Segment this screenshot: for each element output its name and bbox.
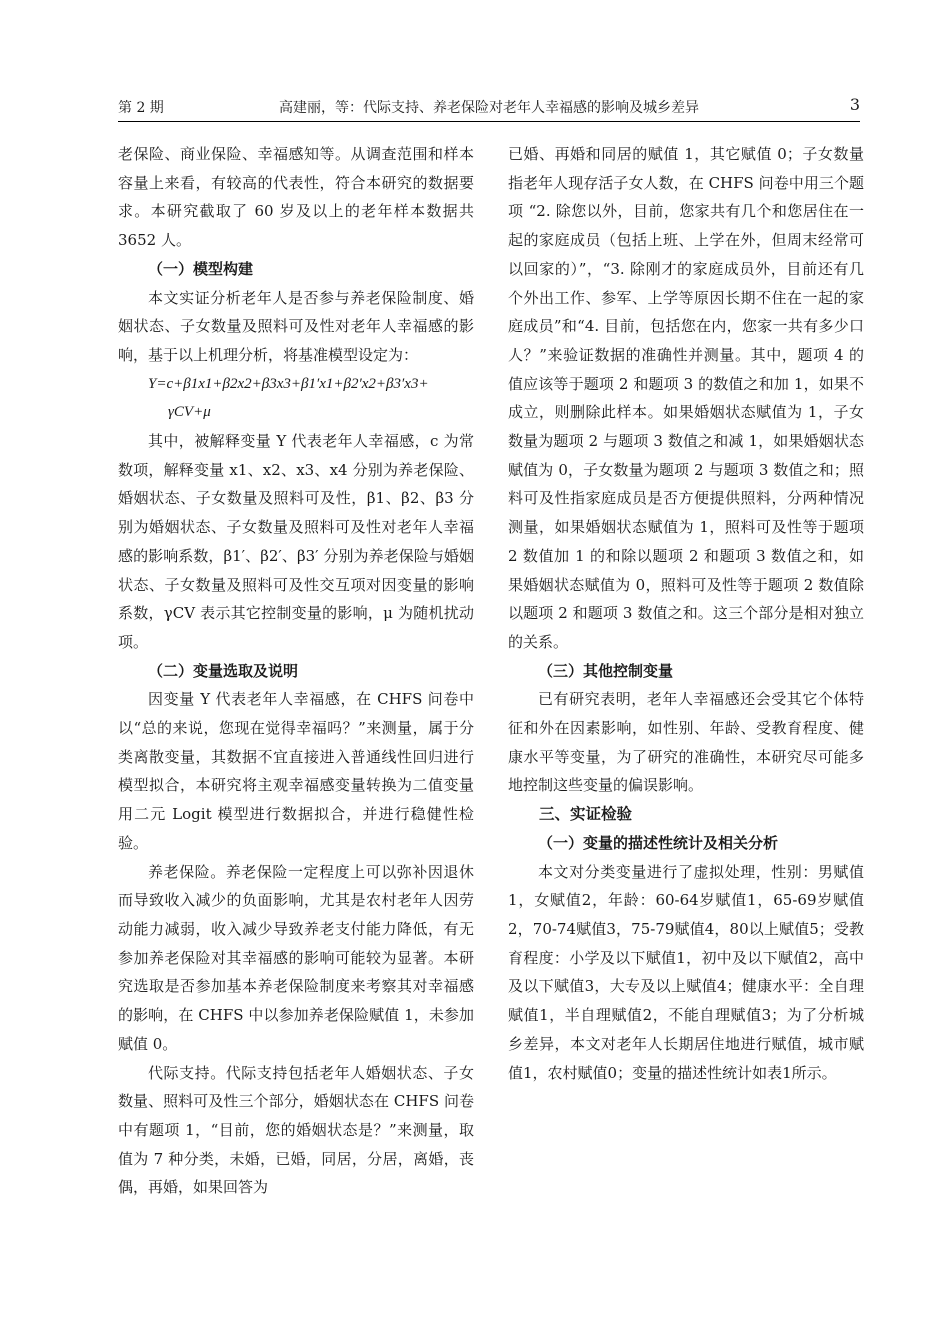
running-title: 高建丽，等：代际支持、养老保险对老年人幸福感的影响及城乡差异 [279,100,699,116]
formula-line-2: γCV+μ [168,404,211,421]
continuation-paragraph: 已婚、再婚和同居的赋值 1，其它赋值 0；子女数量指老年人现存活子女人数，在 CHFS 问卷中用三个题项 “2. 除您以外，目前，您家共有几个和您居住在一起的家庭成员（包括上班、上学在外，但周末经常可以回家的）”，“3. 除刚才的家庭成员外，目前还有几个外出工作、参军、上学等原因长期不住在一起的家庭成员”和“4. 目前，包括您在内，您家一共有多少口人？”来验证数据的准确性并测量。其中，题项 4 的值应该等于题项 2 和题项 3 的数值之和加 1，如果不成立，则删除此样本。如果婚姻状态赋值为 1，子女数量为题项 2 与题项 3 数值之和减 1，如果婚姻状态赋值为 0，子女数量为题项 2 与题项 3 数值之和；照料可及性指家庭成员是否方便提供照料，分两种情况测量，如果婚姻状态赋值为 1，照料可及性等于题项 2 数值加 1 的和除以题项 2 和题项 3 数值之和，如果婚姻状态赋值为 0，照料可及性等于题项 2 数值除以题项 2 和题项 3 数值之和。这三个部分是相对独立的关系。 [508,145,864,651]
heading-variable-selection: （二）变量选取及说明 [148,661,299,680]
section-heading-empirical-test: 三、实证检验 [539,805,633,824]
formula-line-1: Y=c+β1x1+β2x2+β3x3+β1′x1+β2′x2+β3′x3+ [148,375,429,392]
variable-definition-paragraph: 其中，被解释变量 Y 代表老年人幸福感，c 为常数项，解释变量 x1、x2、x3、x4 分别为养老保险、婚姻状态、子女数量及照料可及性，β1、β2、β3 分别为婚姻状态、子女数量及照料可及性对老年人幸福感的影响系数，β1′、β2′、β3′ 分别为养老保险与婚姻状态、子女数量及照料可及性交互项对因变量的影响系数，γCV 表示其它控制变量的影响，μ 为随机扰动项。 [118,432,474,651]
dependent-variable-paragraph: 因变量 Y 代表老年人幸福感，在 CHFS 问卷中以“总的来说，您现在觉得幸福吗？”来测量，属于分类离散变量，其数据不宜直接进入普通线性回归进行模型拟合，本研究将主观幸福感变量转换为二值变量用二元 Logit 模型进行数据拟合，并进行稳健性检验。 [118,690,474,852]
descriptive-statistics-paragraph: 本文对分类变量进行了虚拟处理，性别：男赋值1，女赋值2，年龄：60-64岁赋值1，65-69岁赋值2，70-74赋值3，75-79赋值4，80以上赋值5；受教育程度：小学及以下赋值1，初中及以下赋值2，高中及以下赋值3，大专及以上赋值4；健康水平：全自理赋值1，半自理赋值2，不能自理赋值3；为了分析城乡差异，本文对老年人长期居住地进行赋值，城市赋值1，农村赋值0；变量的描述性统计如表1所示。 [508,862,864,1082]
intro-paragraph: 老保险、商业保险、幸福感知等。从调查范围和样本容量上来看，有较高的代表性，符合本研究的数据要求。本研究截取了 60 岁及以上的老年样本数据共 3652 人。 [118,145,474,250]
pension-paragraph: 养老保险。养老保险一定程度上可以弥补因退休而导致收入减少的负面影响，尤其是农村老年人因劳动能力减弱，收入减少导致养老支付能力降低，有无参加养老保险对其幸福感的影响可能较为显著。本研究选取是否参加基本养老保险制度来考察其对幸福感的影响，在 CHFS 中以参加养老保险赋值 1，未参加赋值 0。 [118,862,474,1053]
running-header [118,95,860,122]
issue-number: 第 2 期 [118,100,164,116]
heading-model-construction: （一）模型构建 [148,259,254,278]
left-column [118,140,474,1202]
heading-descriptive-statistics: （一）变量的描述性统计及相关分析 [538,833,779,852]
right-column [508,140,864,1087]
heading-other-controls: （三）其他控制变量 [538,661,674,680]
intergenerational-support-paragraph: 代际支持。代际支持包括老年人婚姻状态、子女数量、照料可及性三个部分，婚姻状态在 CHFS 问卷中有题项 1，“目前，您的婚姻状态是？”来测量，取值为 7 种分类，未婚，已婚，同居，分居，离婚，丧偶，再婚，如果回答为 [118,1063,474,1197]
other-controls-paragraph: 已有研究表明，老年人幸福感还会受其它个体特征和外在因素影响，如性别、年龄、受教育程度、健康水平等变量，为了研究的准确性，本研究尽可能多地控制这些变量的偏误影响。 [508,690,864,795]
page-number: 3 [849,95,860,114]
model-paragraph: 本文实证分析老年人是否参与养老保险制度、婚姻状态、子女数量及照料可及性对老年人幸福感的影响，基于以上机理分析，将基准模型设定为： [118,288,474,364]
